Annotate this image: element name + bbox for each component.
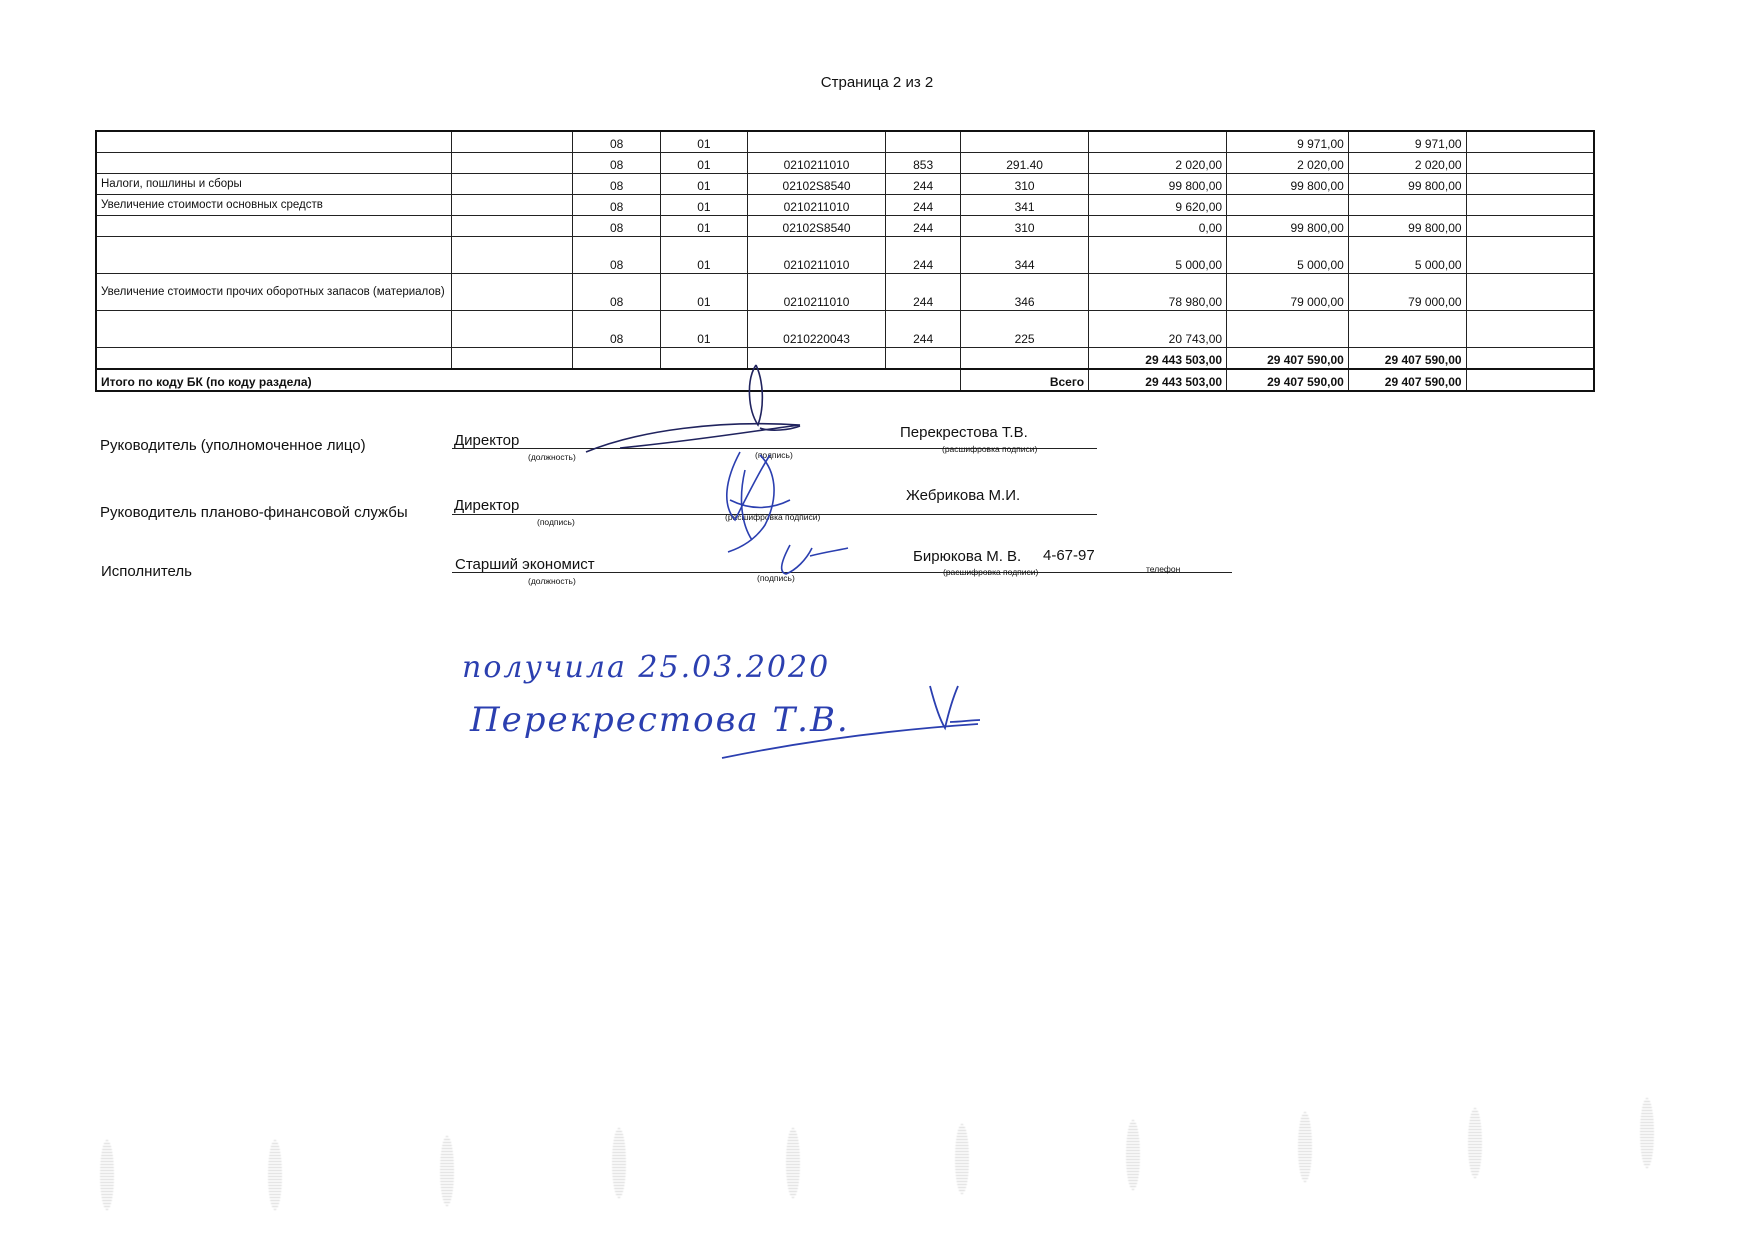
itogo-label: Итого по коду БК (по коду раздела) [96,369,961,391]
row-subsection: 01 [660,274,747,311]
row-kosgu: 291.40 [961,153,1089,174]
vsego-label: Всего [961,369,1089,391]
scan-mark [786,1128,800,1198]
handwritten-received-name: Перекрестова Т.В. [470,700,850,740]
finance-cap-sign: (подпись) [537,517,575,527]
row-expense-type: 244 [886,195,961,216]
scan-mark [1126,1120,1140,1190]
scan-mark [1298,1112,1312,1182]
row-value-3: 79 000,00 [1348,274,1466,311]
row-section: 08 [573,131,660,153]
row-target-code: 02102S8540 [748,174,886,195]
scan-mark [955,1124,969,1194]
row-kosgu: 310 [961,174,1089,195]
scan-mark [1468,1108,1482,1178]
row-expense-type: 244 [886,274,961,311]
row-value-1: 20 743,00 [1089,311,1227,348]
executor-position: Старший экономист [455,556,595,573]
subtotal-value: 29 407 590,00 [1227,348,1349,370]
executor-cap-sign: (подпись) [757,573,795,583]
row-section: 08 [573,274,660,311]
row-value-1: 78 980,00 [1089,274,1227,311]
executor-label: Исполнитель [101,563,192,580]
head-signature-icon [586,365,800,452]
finance-signature-icon [727,452,790,552]
itogo-value: 29 443 503,00 [1089,369,1227,391]
row-kosgu: 341 [961,195,1089,216]
row-kosgu: 344 [961,237,1089,274]
row-value-1: 99 800,00 [1089,174,1227,195]
row-target-code: 0210211010 [748,153,886,174]
head-cap-position: (должность) [528,452,576,462]
finance-label: Руководитель планово-финансовой службы [100,504,408,521]
scan-mark [612,1128,626,1198]
row-value-1: 5 000,00 [1089,237,1227,274]
row-subsection: 01 [660,131,747,153]
row-target-code: 0210220043 [748,311,886,348]
row-section: 08 [573,153,660,174]
scan-mark [100,1140,114,1210]
row-value-2: 5 000,00 [1227,237,1349,274]
row-expense-type: 853 [886,153,961,174]
row-value-3: 99 800,00 [1348,216,1466,237]
row-section: 08 [573,195,660,216]
head-cap-decode: (расшифровка подписи) [942,444,1038,454]
subtotal-value: 29 407 590,00 [1348,348,1466,370]
row-section: 08 [573,311,660,348]
itogo-value: 29 407 590,00 [1227,369,1349,391]
row-value-2: 99 800,00 [1227,174,1349,195]
row-kosgu: 225 [961,311,1089,348]
row-name: Налоги, пошлины и сборы [96,174,451,195]
row-value-1: 0,00 [1089,216,1227,237]
executor-cap-phone: телефон [1146,564,1181,574]
scan-mark [440,1136,454,1206]
handwritten-received-note: получила 25.03.2020 [462,650,831,685]
row-value-2: 9 971,00 [1227,131,1349,153]
row-subsection: 01 [660,216,747,237]
row-value-2: 2 020,00 [1227,153,1349,174]
executor-phone: 4-67-97 [1043,547,1095,564]
itogo-value: 29 407 590,00 [1348,369,1466,391]
row-value-3: 99 800,00 [1348,174,1466,195]
row-expense-type: 244 [886,311,961,348]
executor-cap-decode: (расшифровка подписи) [943,567,1039,577]
row-target-code: 02102S8540 [748,216,886,237]
row-subsection: 01 [660,237,747,274]
head-label: Руководитель (уполномоченное лицо) [100,437,366,454]
row-subsection: 01 [660,311,747,348]
row-kosgu: 310 [961,216,1089,237]
finance-cap-decode: (расшифровка подписи) [725,512,821,522]
subtotal-value: 29 443 503,00 [1089,348,1227,370]
finance-name: Жебрикова М.И. [906,487,1021,504]
row-target-code: 0210211010 [748,195,886,216]
row-value-3: 2 020,00 [1348,153,1466,174]
row-value-2: 99 800,00 [1227,216,1349,237]
row-name: Увеличение стоимости основных средств [96,195,451,216]
page-number: Страница 2 из 2 [820,74,934,91]
row-expense-type: 244 [886,237,961,274]
row-subsection: 01 [660,195,747,216]
row-subsection: 01 [660,174,747,195]
scan-mark [1640,1098,1654,1168]
finance-position: Директор [454,497,520,514]
head-name: Перекрестова Т.В. [900,424,1028,441]
row-value-1: 9 620,00 [1089,195,1227,216]
executor-cap-position: (должность) [528,576,576,586]
row-value-3: 5 000,00 [1348,237,1466,274]
row-value-1: 2 020,00 [1089,153,1227,174]
row-target-code: 0210211010 [748,274,886,311]
row-value-2: 79 000,00 [1227,274,1349,311]
row-name: Увеличение стоимости прочих оборотных запасов (материалов) [96,274,451,311]
executor-signature-icon [782,545,848,574]
row-expense-type: 244 [886,216,961,237]
scan-mark [268,1140,282,1210]
row-expense-type: 244 [886,174,961,195]
executor-name: Бирюкова М. В. [913,548,1022,565]
row-section: 08 [573,216,660,237]
row-value-3: 9 971,00 [1348,131,1466,153]
row-section: 08 [573,237,660,274]
row-section: 08 [573,174,660,195]
row-kosgu: 346 [961,274,1089,311]
head-cap-sign: (подпись) [755,450,793,460]
row-subsection: 01 [660,153,747,174]
row-target-code: 0210211010 [748,237,886,274]
head-position: Директор [454,432,520,449]
